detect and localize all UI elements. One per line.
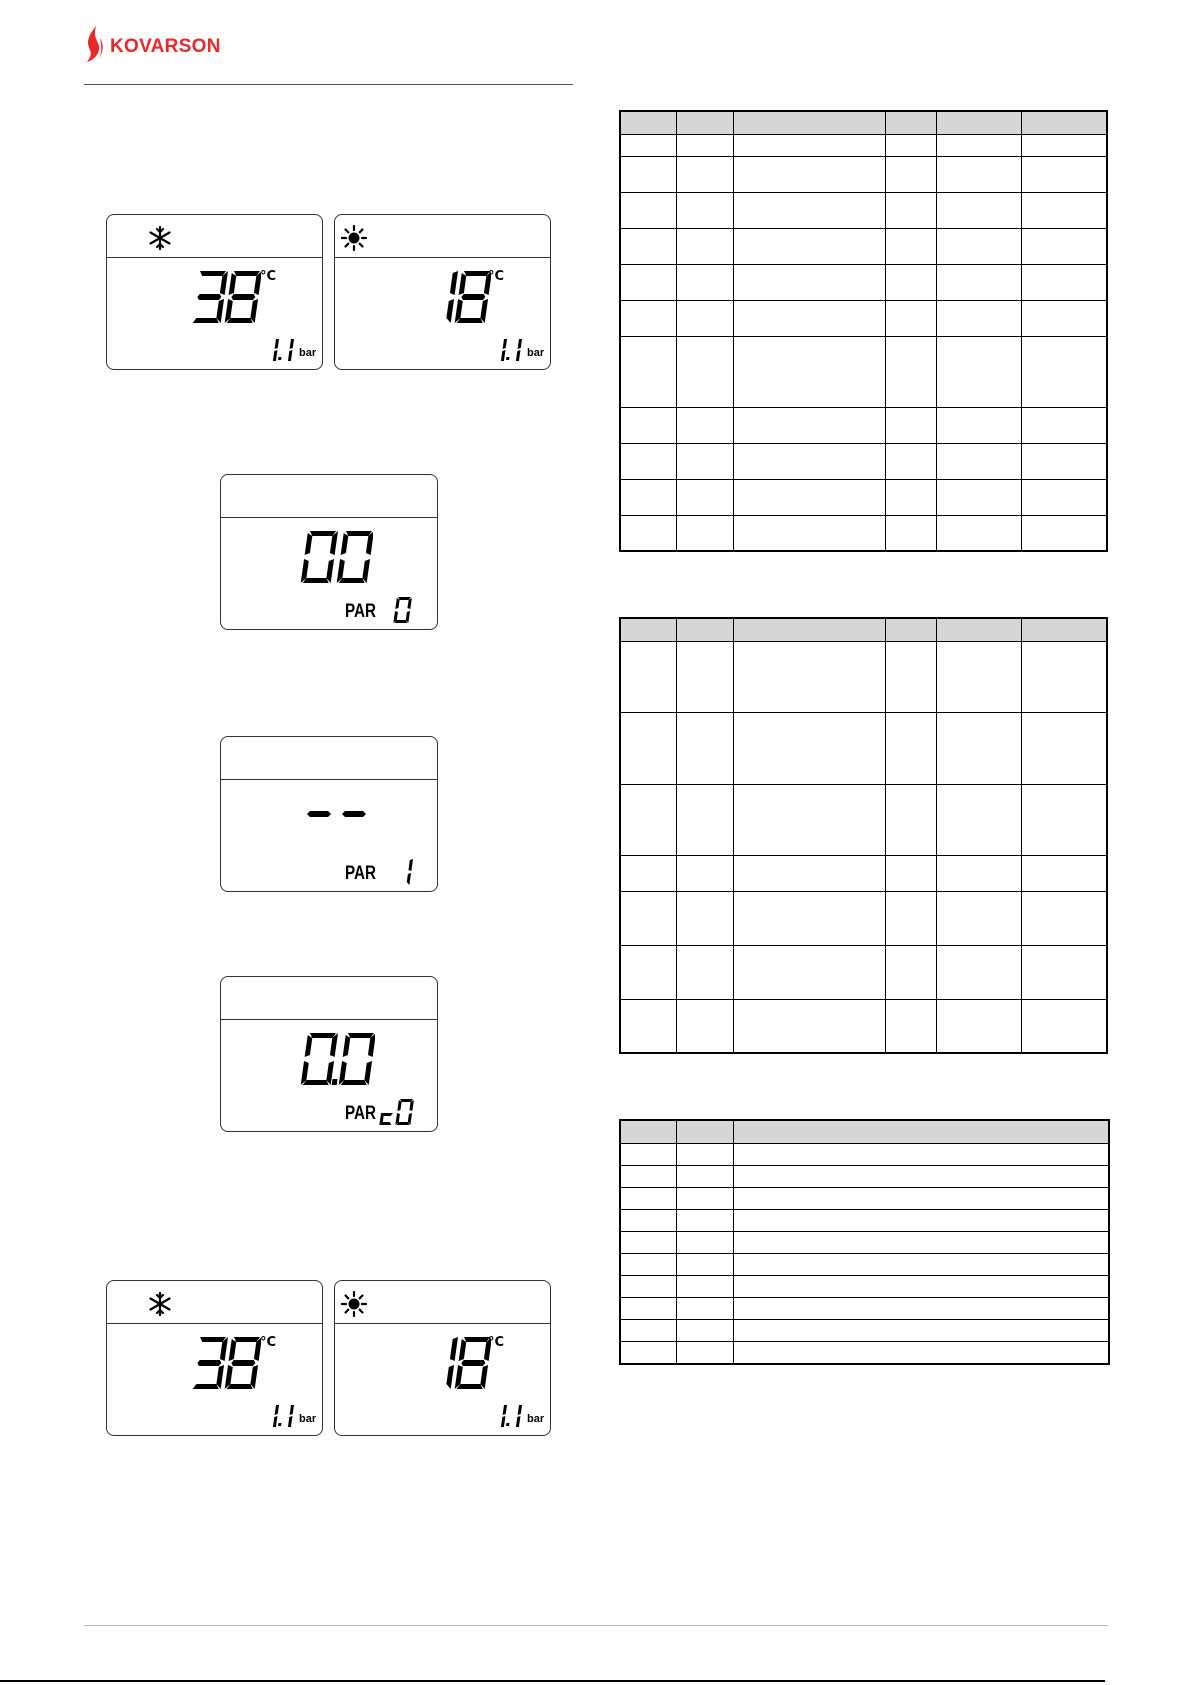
sun-icon [341, 1291, 367, 1317]
display-divider [221, 1019, 437, 1020]
table-header-row [620, 111, 1107, 135]
table-header-cell [676, 111, 733, 135]
table-header-cell [885, 111, 936, 135]
temperature-digits [189, 271, 261, 323]
table-row [620, 1000, 1107, 1053]
pressure-unit: bar [299, 1413, 317, 1425]
table-header-cell [620, 618, 676, 642]
table-row [620, 444, 1107, 480]
display-divider [221, 517, 437, 518]
table-row [620, 265, 1107, 301]
table-header-cell [936, 618, 1021, 642]
table-header-cell [620, 111, 676, 135]
table-row [620, 1232, 1109, 1254]
display-divider [107, 1323, 322, 1324]
param-number-digits [393, 597, 413, 623]
param-number-digits [379, 1099, 415, 1125]
table-header-row [620, 1120, 1109, 1144]
table-row [620, 480, 1107, 516]
header-rule [84, 84, 573, 85]
brand-name: KOVARSON [110, 36, 221, 57]
pressure-digits [267, 1405, 297, 1427]
display-divider [335, 1323, 550, 1324]
temperature-digits [435, 1337, 491, 1389]
page-bottom-bar [0, 1680, 1105, 1682]
table-row [620, 642, 1107, 713]
table-row [620, 193, 1107, 229]
parameter-table-1 [619, 110, 1108, 552]
table-row [620, 785, 1107, 856]
table-row [620, 1298, 1109, 1320]
lcd-summer-display-2 [334, 1280, 551, 1436]
temp-unit: °C [260, 269, 277, 284]
table-header-cell [1021, 618, 1107, 642]
pressure-unit: bar [527, 1413, 545, 1425]
pressure-unit: bar [299, 347, 317, 359]
table-row [620, 408, 1107, 444]
par-label: PAR [345, 601, 376, 622]
table-header-cell [676, 1120, 733, 1144]
temperature-digits [189, 1337, 261, 1389]
table-header-cell [936, 111, 1021, 135]
snowflake-icon [147, 225, 173, 251]
table-row [620, 229, 1107, 265]
table-row [620, 135, 1107, 157]
param-dashes [307, 809, 369, 821]
lcd-summer-display [334, 214, 551, 370]
parameter-table-2 [619, 617, 1108, 1054]
table-row [620, 1144, 1109, 1166]
param-number-digits [401, 859, 415, 885]
pressure-digits [495, 1405, 525, 1427]
temp-unit: °C [488, 1335, 505, 1350]
table-row [620, 1254, 1109, 1276]
table-header-cell [620, 1120, 676, 1144]
table-row [620, 1188, 1109, 1210]
table-row [620, 946, 1107, 1000]
table-row [620, 516, 1107, 551]
sun-icon [341, 225, 367, 251]
param-value-digits [299, 1033, 375, 1085]
table-header-cell [733, 618, 885, 642]
display-divider [221, 779, 437, 780]
table-header-row [620, 618, 1107, 642]
temperature-digits [435, 271, 491, 323]
table-header-cell [733, 1120, 1109, 1144]
pressure-digits [495, 339, 525, 361]
table-row [620, 1320, 1109, 1342]
lcd-winter-display-2 [106, 1280, 323, 1436]
table-header-cell [885, 618, 936, 642]
table-header-cell [676, 618, 733, 642]
display-divider [335, 257, 550, 258]
pressure-digits [267, 339, 297, 361]
table-row [620, 713, 1107, 785]
param-value-digits [299, 531, 373, 583]
table-row [620, 301, 1107, 337]
snowflake-icon [147, 1291, 173, 1317]
table-row [620, 157, 1107, 193]
parameter-table-3 [619, 1119, 1110, 1365]
temp-unit: °C [260, 1335, 277, 1350]
table-header-cell [733, 111, 885, 135]
lcd-param-0-display [220, 474, 438, 630]
par-label: PAR [345, 863, 376, 884]
pressure-unit: bar [527, 347, 545, 359]
table-row [620, 1276, 1109, 1298]
table-row [620, 1342, 1109, 1364]
temp-unit: °C [488, 269, 505, 284]
footer-rule [84, 1625, 1108, 1626]
table-row [620, 1210, 1109, 1232]
lcd-param-c0-display [220, 976, 438, 1132]
table-header-cell [1021, 111, 1107, 135]
lcd-param-1-display [220, 736, 438, 892]
table-row [620, 337, 1107, 408]
table-row [620, 1166, 1109, 1188]
brand-logo [84, 24, 244, 66]
display-divider [107, 257, 322, 258]
lcd-winter-display [106, 214, 323, 370]
table-row [620, 856, 1107, 892]
flame-icon [84, 24, 106, 66]
par-label: PAR [345, 1103, 376, 1124]
table-row [620, 892, 1107, 946]
